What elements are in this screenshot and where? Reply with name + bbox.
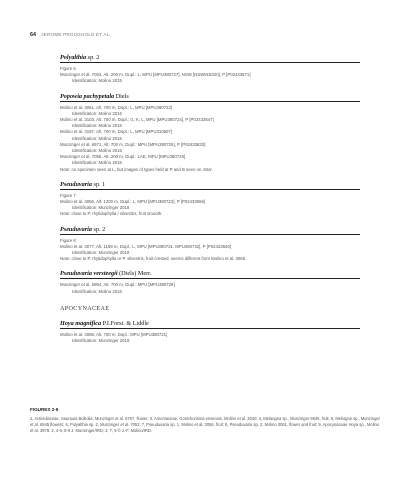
- taxon-rank: sp. 1: [93, 180, 106, 188]
- specimen-line: Molino et al. 3187, Alt. 700 m, Dupl.: L, MPU [MPU310607]: [60, 129, 173, 135]
- specimen-line: Munzinger et al. 7053, Alt. 200 m, Dupl.: L, MPU [MPU380727], NSW [NSW818320], P [P02433671]: [60, 72, 251, 78]
- taxon-rank: sp. 2: [87, 54, 100, 61]
- identification-line: Identification: Munzinger 2018: [72, 338, 130, 344]
- specimen-entry: [60, 270, 360, 294]
- specimen-line: Molino et al. 3077, Alt. 1188 m, Dupl.: L, MPU [MPU380731, MPU380732], P [P02433640]: [60, 243, 232, 249]
- taxon-name: Pseuduvaria: [60, 225, 92, 233]
- specimen-list: [60, 54, 360, 352]
- taxon-heading: [60, 320, 360, 329]
- taxon-heading: [60, 181, 360, 190]
- note-line: Note: close to P. rhytidophylla / silvestris, fruit smooth.: [60, 211, 163, 217]
- specimen-line: Munzinger et al. 7056, Alt. 200 m, Dupl.: LAE, MPU [MPU380726]: [60, 154, 186, 160]
- specimen-entry: [60, 93, 360, 173]
- entries-apocynaceae: [60, 320, 360, 344]
- taxon-authority: Diels: [115, 92, 129, 100]
- identification-line: Identification: Munzinger 2018: [72, 205, 130, 211]
- identification-line: Identification: Molino 2016: [72, 135, 122, 141]
- specimen-entry: [60, 54, 360, 85]
- taxon-authority: (Diels) Merr.: [119, 270, 152, 278]
- taxon-name: Pseuduvaria: [60, 180, 92, 188]
- specimen-entry: [60, 320, 360, 344]
- identification-line: Identification: Munzinger 2018: [72, 250, 130, 256]
- identification-line: Identification: Molino 2015: [72, 78, 122, 84]
- entries-annonaceae: [60, 54, 360, 295]
- specimen-line: Figure 7: [60, 192, 76, 198]
- specimen-entry: [60, 181, 360, 218]
- taxon-name: Popowia pachypetala: [60, 92, 115, 100]
- specimen-line: Figure 6: [60, 66, 76, 71]
- running-head-authors: JEROME PROUGHOLD ET AL.: [41, 32, 111, 37]
- specimen-entry: [60, 226, 360, 263]
- taxon-heading: [60, 93, 360, 102]
- identification-line: Identification: Molino 2016: [72, 110, 122, 116]
- identification-line: Identification: Molino 2016: [72, 160, 122, 166]
- taxon-name: Polyalthia: [60, 54, 87, 61]
- note-line: Note: no specimen seen at L, but images of types held at P and B seen on Jstor.: [60, 166, 213, 172]
- taxon-name: Pseuduvaria versteegii: [60, 270, 118, 278]
- captions-title: FIGURES 2-9: [30, 407, 59, 412]
- identification-line: Identification: Molino 2016: [72, 148, 122, 154]
- specimen-line: Figure 8: [60, 237, 76, 243]
- taxon-heading: [60, 270, 360, 279]
- taxon-name: Hoya magnifica: [60, 319, 102, 327]
- specimen-line: Molino et al. 3103, Alt. 700 m, Dupl.: G, K, L, MPU [MPU380724], P [P02433647]: [60, 117, 214, 123]
- taxon-rank: sp. 2: [93, 225, 106, 233]
- specimen-line: Munzinger et al. 6971, Alt. 700 m, Dupl.: MPU [MPU380725], P [P02433833]: [60, 141, 206, 147]
- figure-captions: [30, 407, 380, 434]
- specimen-line: Molino et al. 3061, Alt. 700 m, Dupl.: L, MPU [MPU380723]: [60, 104, 173, 110]
- taxon-authority: P.I.Forst. & Liddle: [102, 319, 149, 327]
- note-line: Note: close to P. rhytidophylla or P. silvestris, fruit crested, seems different from Molino et al. 3056.: [60, 256, 247, 262]
- page-number: 64: [30, 32, 36, 38]
- captions-text: 2, Actinidiaceae, Saurauia Boiliolia, Munzinger et al. 6767, flower; 3, Amomaceae, Gonichorisma ensensis, Molino et al. 3040; 4, Melangea sp., Munzinger 6945, fruit; 5, Meliogne sp., Munzinger et al. 6945 flowers; 6, Polyalthia sp. 2, Munzinger et al. 7053; 7, Pseuduvaria sp. 1, Molino et al. 3056, fruit; 8, Pseuduvaria sp. 2, Molino 3061, flower and fruit; 9, Apocynaceae Hoya sp., Molino et al. 3978. 2, 4-6, 8-9 J. Munzinger/IRD; 3, 7, 9 © J.-F. Molino/IRD.: [30, 416, 380, 433]
- family-heading: APOCYNACEAE: [60, 304, 110, 312]
- specimen-line: Molino et al. 3088, Alt. 700 m, Dupl.: MPU [MPU380721]: [60, 331, 168, 337]
- taxon-heading: [60, 54, 360, 63]
- taxon-heading: [60, 226, 360, 235]
- specimen-line: Munzinger et al. 6994, Alt. 700 m, Dupl.: MPU [MPU380728]: [60, 282, 175, 288]
- identification-line: Identification: Molino 2016: [72, 123, 122, 129]
- running-head: [30, 32, 111, 38]
- identification-line: Identification: Molino 2016: [72, 288, 122, 294]
- specimen-line: Molino et al. 3056, Alt. 1200 m, Dupl.: L, MPU [MPU380722], P [P02433656]: [60, 199, 206, 205]
